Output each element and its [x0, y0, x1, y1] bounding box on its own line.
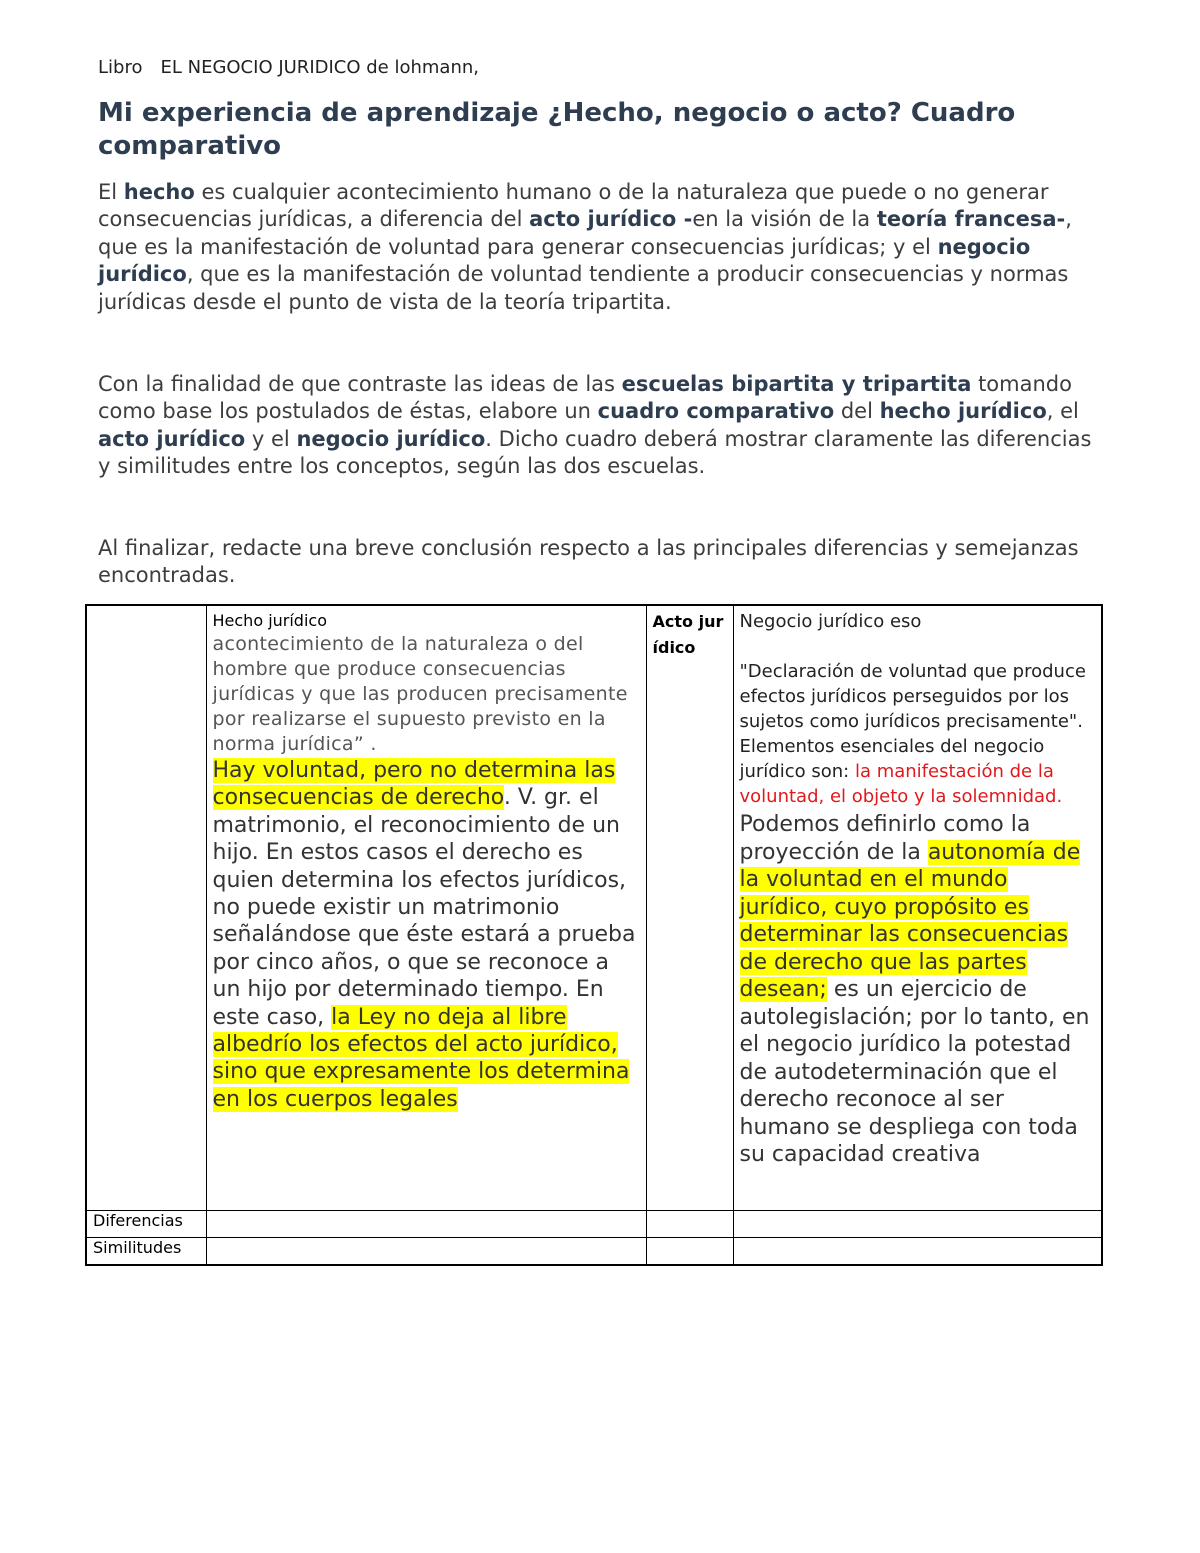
text-run: es cualquier acontecimiento humano o de la naturaleza que puede o no generar consecuencias jurídicas, a diferencia del: [98, 180, 1049, 232]
table-cell-hecho: [206, 605, 646, 1211]
text-run: tomando como base los postulados de éstas, elabore un: [98, 372, 1072, 424]
table-row: [86, 605, 1102, 1211]
intro-paragraph-2: [98, 371, 1098, 481]
bold-term: hecho jurídico: [879, 399, 1047, 424]
table-row: [86, 1211, 1102, 1238]
intro-paragraph-3: Al finalizar, redacte una breve conclusión respecto a las principales diferencias y semejanzas encontradas.: [98, 536, 1079, 588]
text-run: es un ejercicio de autolegislación; por lo tanto, en el negocio jurídico la potestad de autodeterminación que el derecho reconoce al ser humano se despliega con toda su capacidad creativa: [739, 977, 1090, 1167]
bold-term: cuadro comparativo: [597, 399, 835, 424]
negocio-quote: "Declaración de voluntad que produce efectos jurídicos perseguidos por los sujetos como jurídicos precisamente".: [739, 661, 1086, 732]
table-row: [86, 1238, 1102, 1266]
red-text: la manifestación de la voluntad, el objeto y la solemnidad.: [739, 761, 1063, 807]
bold-term: negocio jurídico: [296, 426, 486, 451]
highlighted-text: autonomía de la voluntad en el mundo jurídico, cuyo propósito es determinar las consecuencias de derecho que las partes desean;: [739, 839, 1081, 1002]
hecho-explanation: [213, 757, 640, 1113]
intro-paragraph-1: [98, 179, 1098, 316]
hecho-heading: Hecho jurídico: [212, 611, 327, 630]
table-cell-negocio: [733, 605, 1102, 1211]
text-run: , que es la manifestación de voluntad tendiente a producir consecuencias y normas jurídicas desde el punto de vista de la teoría tripartita.: [98, 262, 1069, 314]
table-cell-empty: [86, 605, 206, 1211]
text-run: . V. gr. el matrimonio, el reconocimiento de un hijo. En estos casos el derecho es quien determina los efectos jurídicos, no puede existir un matrimonio señalándose que éste estará a prueba por cinco años, o que se reconoce a un hijo por determinado tiempo. En este caso,: [212, 785, 636, 1030]
acto-heading: Acto jurídico: [652, 612, 724, 657]
row-label-diferencias: Diferencias: [86, 1211, 206, 1238]
hecho-definition: acontecimiento de la naturaleza o del hombre que produce consecuencias jurídicas y que las producen precisamente por realizarse el supuesto previsto en la norma jurídica” .: [212, 633, 628, 755]
table-cell-empty: [646, 1238, 733, 1266]
bold-term: negocio jurídico: [98, 234, 1031, 287]
table-cell-empty: [206, 1211, 646, 1238]
book-title: EL NEGOCIO JURIDICO de lohmann,: [160, 57, 479, 78]
table-cell-acto: [646, 605, 733, 1211]
page-title: Mi experiencia de aprendizaje ¿Hecho, negocio o acto? Cuadro comparativo: [98, 98, 1016, 161]
comparison-table: [85, 604, 1103, 1266]
negocio-heading: Negocio jurídico eso: [739, 611, 922, 632]
highlighted-text: Hay voluntad, pero no determina las consecuencias de derecho: [212, 758, 616, 811]
book-label: Libro: [98, 57, 143, 78]
book-reference: [98, 57, 479, 78]
text-run: en la visión de la: [692, 207, 877, 232]
highlighted-text: la Ley no deja al libre albedrío los efectos del acto jurídico, sino que expresamente los determina en los cuerpos legales: [212, 1004, 630, 1112]
table-cell-empty: [733, 1211, 1102, 1238]
row-label-similitudes: Similitudes: [86, 1238, 206, 1266]
table-cell-empty: [646, 1211, 733, 1238]
table-cell-empty: [733, 1238, 1102, 1266]
bold-term: acto jurídico: [98, 426, 246, 451]
text-run: del: [834, 399, 880, 424]
text-run: Con la finalidad de que contraste las ideas de las: [98, 372, 622, 396]
text-run: El: [98, 180, 124, 204]
table-cell-empty: [206, 1238, 646, 1266]
negocio-definition: [740, 811, 1096, 1169]
bold-term: escuelas bipartita y tripartita: [621, 372, 972, 396]
negocio-elements: [740, 734, 1096, 809]
text-run: , el: [1046, 399, 1079, 424]
text-run: , que es la manifestación de voluntad para generar consecuencias jurídicas; y el: [98, 207, 1072, 259]
text-run: Elementos esenciales del negocio jurídico son:: [739, 736, 1045, 782]
text-run: y el: [245, 426, 297, 451]
bold-term: hecho: [123, 180, 195, 204]
bold-term: acto jurídico -: [529, 207, 693, 232]
bold-term: teoría francesa-: [876, 207, 1066, 232]
text-run: . Dicho cuadro deberá mostrar claramente las diferencias y similitudes entre los conceptos, según las dos escuelas.: [98, 426, 1092, 479]
text-run: Podemos definirlo como la proyección de la: [739, 812, 1031, 865]
